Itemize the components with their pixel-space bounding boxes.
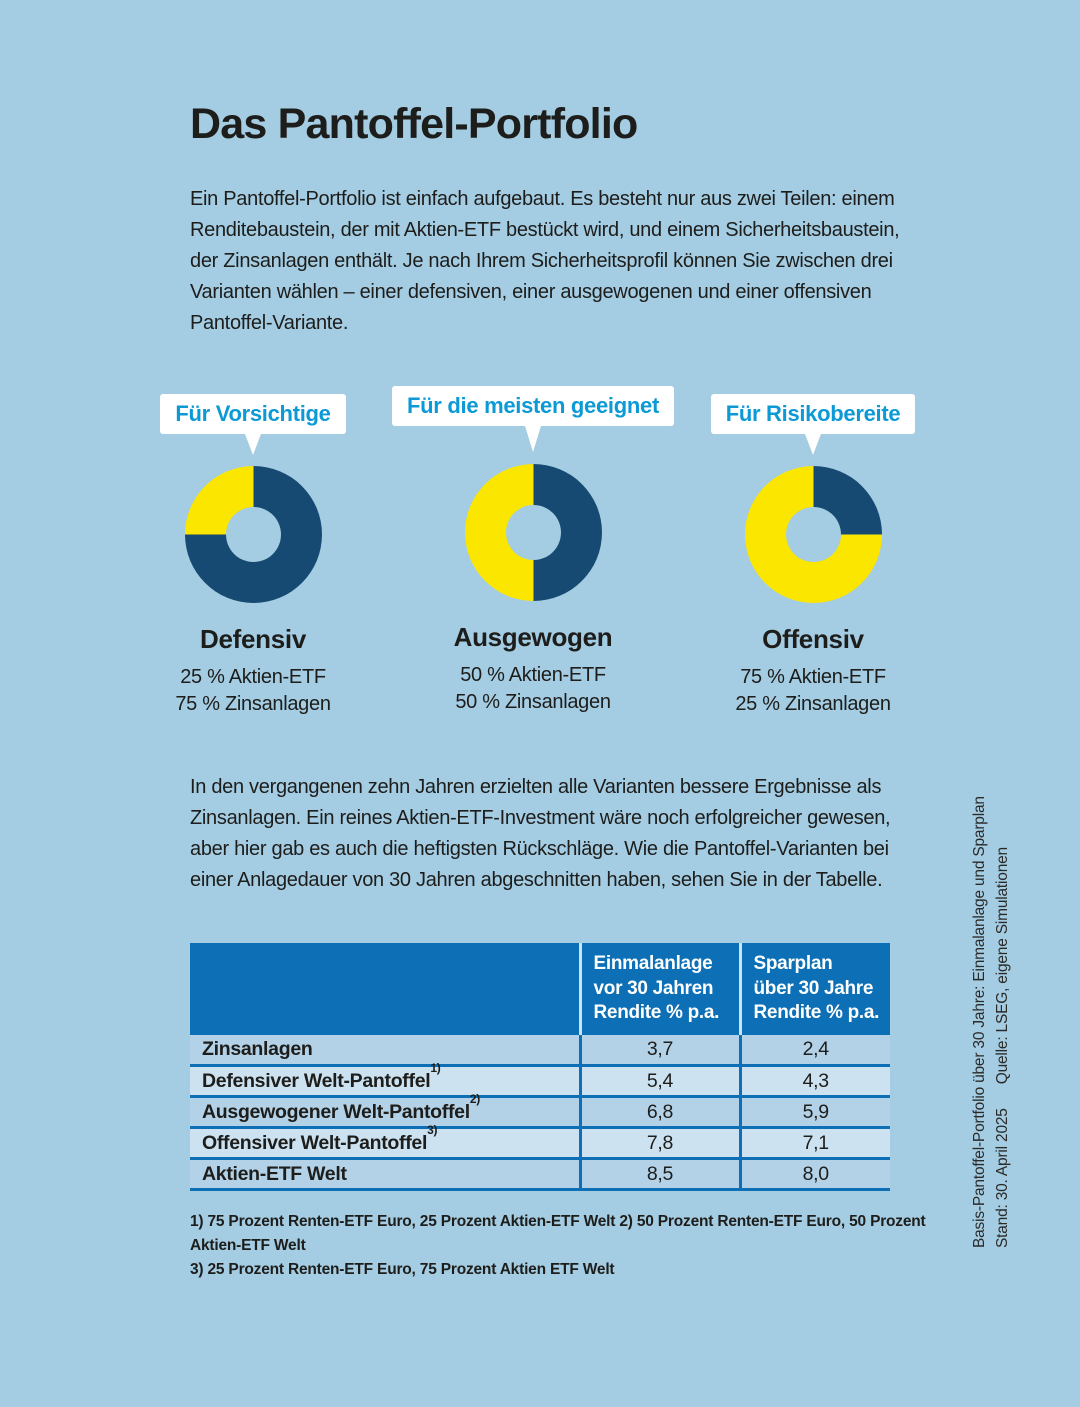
value-einmalanlage: 8,5 — [580, 1159, 740, 1190]
value-einmalanlage: 3,7 — [580, 1035, 740, 1066]
footnotes-line-2: 3) 25 Prozent Renten-ETF Euro, 75 Prozent Aktien ETF Welt — [190, 1261, 615, 1278]
footnote-marker: 2) — [469, 1092, 480, 1106]
donut-chart-offensiv — [745, 466, 882, 603]
value-sparplan: 5,9 — [740, 1097, 890, 1128]
callout-bubble: Für die meisten geeignet — [392, 386, 674, 426]
donut-chart-defensiv — [185, 466, 322, 603]
variant-column-offensiv — [673, 386, 953, 718]
source-note — [968, 748, 1014, 1248]
callout-tail-pointer — [245, 434, 261, 455]
value-einmalanlage: 5,4 — [580, 1066, 740, 1097]
value-sparplan: 4,3 — [740, 1066, 890, 1097]
intro-paragraph: Ein Pantoffel-Portfolio ist einfach aufgebaut. Es besteht nur aus zwei Teilen: einem Renditebaustein, der mit Aktien-ETF bestückt wird, und einem Sicherheitsbaustein, der Zinsanlagen enthält. Je nach Ihrem Sicherheitsprofil können Sie zwischen drei Varianten wählen – einer defensiven, einer ausgewogenen und einer offensiven Pantoffel-Variante. — [190, 188, 900, 334]
source-origin: Quelle: LSEG, eigene Simulationen — [994, 847, 1011, 1085]
table-row — [190, 1035, 890, 1066]
value-sparplan: 8,0 — [740, 1159, 890, 1190]
table-row — [190, 1066, 890, 1097]
results-paragraph: In den vergangenen zehn Jahren erzielten alle Varianten bessere Ergebnisse als Zinsanlagen. Ein reines Aktien-ETF-Investment wäre noch erfolgreicher gewesen, aber hier gab es auch die heftigsten Rückschläge. Wie die Pantoffel-Varianten bei einer Anlagedauer von 30 Jahren abgeschnitten haben, sehen Sie in der Tabelle. — [190, 776, 891, 891]
table-row — [190, 1097, 890, 1128]
variant-name: Ausgewogen — [453, 622, 613, 652]
donut-hole — [226, 507, 281, 562]
value-einmalanlage: 6,8 — [580, 1097, 740, 1128]
variant-name: Offensiv — [762, 624, 864, 654]
row-label: Aktien-ETF Welt — [202, 1162, 347, 1185]
table-footnotes — [190, 1210, 960, 1282]
variant-name: Defensiv — [200, 624, 306, 654]
callout-tail-pointer — [805, 434, 821, 455]
donut-hole — [506, 505, 561, 560]
allocation-bonds: 50 % Zinsanlagen — [455, 691, 611, 713]
source-note-details — [991, 748, 1014, 1248]
returns-table — [190, 943, 890, 1191]
footnote-marker: 3) — [427, 1123, 438, 1137]
donut-hole — [786, 507, 841, 562]
table-row — [190, 1128, 890, 1159]
footnotes-line-1: 1) 75 Prozent Renten-ETF Euro, 25 Prozent Aktien-ETF Welt 2) 50 Prozent Renten-ETF Euro, 50 Prozent Aktien-ETF Welt — [190, 1213, 926, 1254]
callout-tail-pointer — [525, 426, 541, 452]
variant-allocation — [735, 664, 890, 718]
variant-allocation — [455, 662, 610, 716]
allocation-bonds: 25 % Zinsanlagen — [735, 693, 891, 715]
callout-bubble: Für Vorsichtige — [160, 394, 345, 434]
allocation-equities: 50 % Aktien-ETF — [460, 664, 606, 686]
allocation-equities: 75 % Aktien-ETF — [740, 666, 886, 688]
value-sparplan: 7,1 — [740, 1128, 890, 1159]
value-sparplan: 2,4 — [740, 1035, 890, 1066]
variant-allocation — [175, 664, 330, 718]
source-note-title: Basis-Pantoffel-Portfolio über 30 Jahre: Einmalanlage und Sparplan — [971, 796, 988, 1248]
page-title: Das Pantoffel-Portfolio — [190, 100, 638, 148]
donut-chart-ausgewogen — [465, 464, 602, 601]
value-einmalanlage: 7,8 — [580, 1128, 740, 1159]
table-row — [190, 1159, 890, 1190]
table-header-sparplan: Sparplan über 30 Jahre Rendite % p.a. — [740, 943, 890, 1035]
row-label: Zinsanlagen — [202, 1037, 313, 1060]
row-label: Defensiver Welt-Pantoffel$^{1)}$ — [202, 1061, 441, 1092]
variant-column-defensiv — [113, 386, 393, 718]
table-header-einmalanlage: Einmalanlage vor 30 Jahren Rendite % p.a. — [580, 943, 740, 1035]
callout-bubble: Für Risikobereite — [711, 394, 916, 434]
source-date: Stand: 30. April 2025 — [994, 1108, 1011, 1248]
row-label: Offensiver Welt-Pantoffel$^{3)}$ — [202, 1123, 438, 1154]
variant-column-ausgewogen — [393, 386, 673, 716]
table-header-row — [190, 943, 890, 1035]
footnote-marker: 1) — [430, 1061, 441, 1075]
allocation-equities: 25 % Aktien-ETF — [180, 666, 326, 688]
row-label: Ausgewogener Welt-Pantoffel$^{2)}$ — [202, 1092, 480, 1123]
returns-table-wrap — [190, 943, 890, 1191]
table-corner-cell — [190, 943, 580, 1035]
allocation-bonds: 75 % Zinsanlagen — [175, 693, 331, 715]
